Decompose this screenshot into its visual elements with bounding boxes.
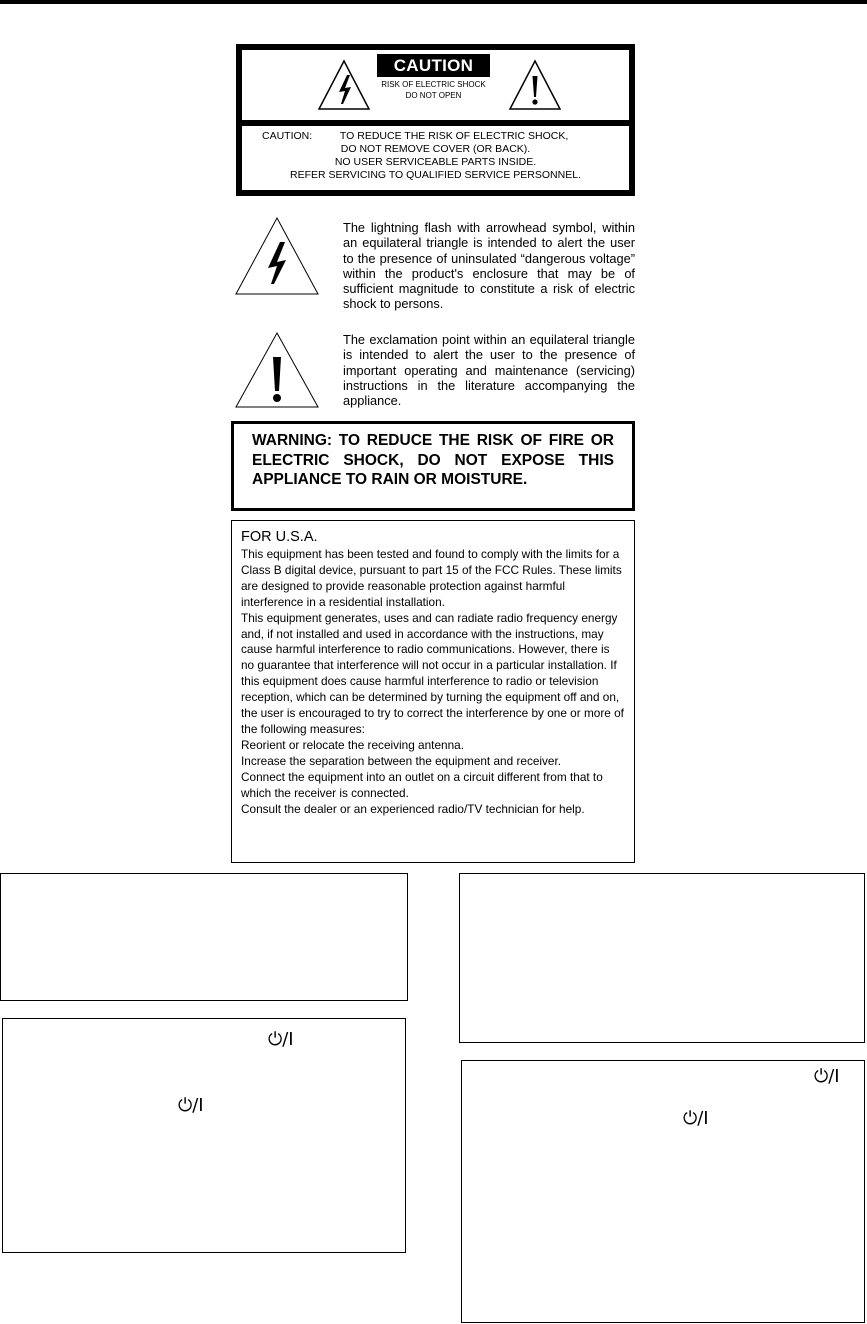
warning-box: WARNING: TO REDUCE THE RISK OF FIRE OR ELECTRIC SHOCK, DO NOT EXPOSE THIS APPLIANCE TO RAIN OR MOISTURE. [231, 421, 635, 511]
power-standby-icon: ⏻/Ⅰ [683, 1108, 709, 1129]
top-rule [0, 0, 867, 4]
caution-prefix: CAUTION: [262, 130, 313, 142]
fcc-measure4: Consult the dealer or an experienced radio/TV technician for help. [241, 801, 585, 816]
lightning-triangle-icon [234, 216, 320, 296]
caution-text-line3: NO USER SERVICEABLE PARTS INSIDE. [334, 156, 537, 168]
fcc-notice [231, 520, 635, 863]
caution-badge-block [377, 54, 490, 110]
blank-box-left-2 [2, 1018, 406, 1253]
exclamation-explanation: The exclamation point within an equilateral triangle is intended to alert the user to the presence of important operating and maintenance (servicing) instructions in the literature accompanying the appliance. [343, 332, 635, 409]
caution-text-line2: DO NOT REMOVE COVER (OR BACK). [340, 143, 531, 155]
power-standby-icon: ⏻/Ⅰ [268, 1029, 294, 1050]
fcc-para1: This equipment has been tested and found to comply with the limits for a Class B digital device, pursuant to part 15 of the FCC Rules. These limits are designed to provide reasonable protection against harmful interference in a residential installation. [241, 547, 622, 609]
fcc-para2: This equipment generates, uses and can radiate radio frequency energy and, if not installed and used in accordance with the instructions, may cause harmful interference to radio communications. However, there is no guarantee that interference will not occur in a particular installation. If this equipment does cause harmful interference to radio or television reception, which can be determined by turning the equipment off and on, the user is encouraged to try to correct the interference by one or more of the following measures: [241, 610, 624, 736]
caution-sub-line1: RISK OF ELECTRIC SHOCK [381, 80, 486, 89]
caution-label-header [242, 50, 629, 120]
power-standby-icon: ⏻/Ⅰ [178, 1095, 204, 1116]
fcc-measure2: Increase the separation between the equipment and receiver. [241, 753, 562, 768]
fcc-measure1: Reorient or relocate the receiving antenna. [241, 737, 464, 752]
caution-badge: CAUTION [377, 54, 490, 77]
blank-box-right-2 [461, 1060, 865, 1323]
power-standby-icon: ⏻/Ⅰ [814, 1066, 840, 1087]
caution-text-line4: REFER SERVICING TO QUALIFIED SERVICE PERSONNEL. [290, 169, 581, 181]
fcc-measure3: Connect the equipment into an outlet on a circuit different from that to which the receiver is connected. [241, 769, 603, 800]
caution-line1 [242, 130, 629, 143]
caution-label [236, 44, 635, 196]
exclamation-warning-icon [508, 59, 562, 111]
fcc-title: FOR U.S.A. [241, 529, 318, 545]
lightning-warning-icon [317, 59, 371, 111]
blank-box-right-1 [459, 873, 865, 1043]
caution-text-line1: TO REDUCE THE RISK OF ELECTRIC SHOCK, [339, 130, 569, 142]
caution-sub-line2: DO NOT OPEN [405, 91, 462, 100]
exclamation-triangle-icon [234, 331, 320, 409]
lightning-explanation: The lightning flash with arrowhead symbol, within an equilateral triangle is intended to alert the user to the presence of uninsulated “dangerous voltage” within the product's enclosure that may be of sufficient magnitude to constitute a risk of electric shock to persons. [343, 220, 635, 312]
blank-box-left-1 [0, 873, 408, 1001]
caution-label-text [242, 126, 629, 190]
